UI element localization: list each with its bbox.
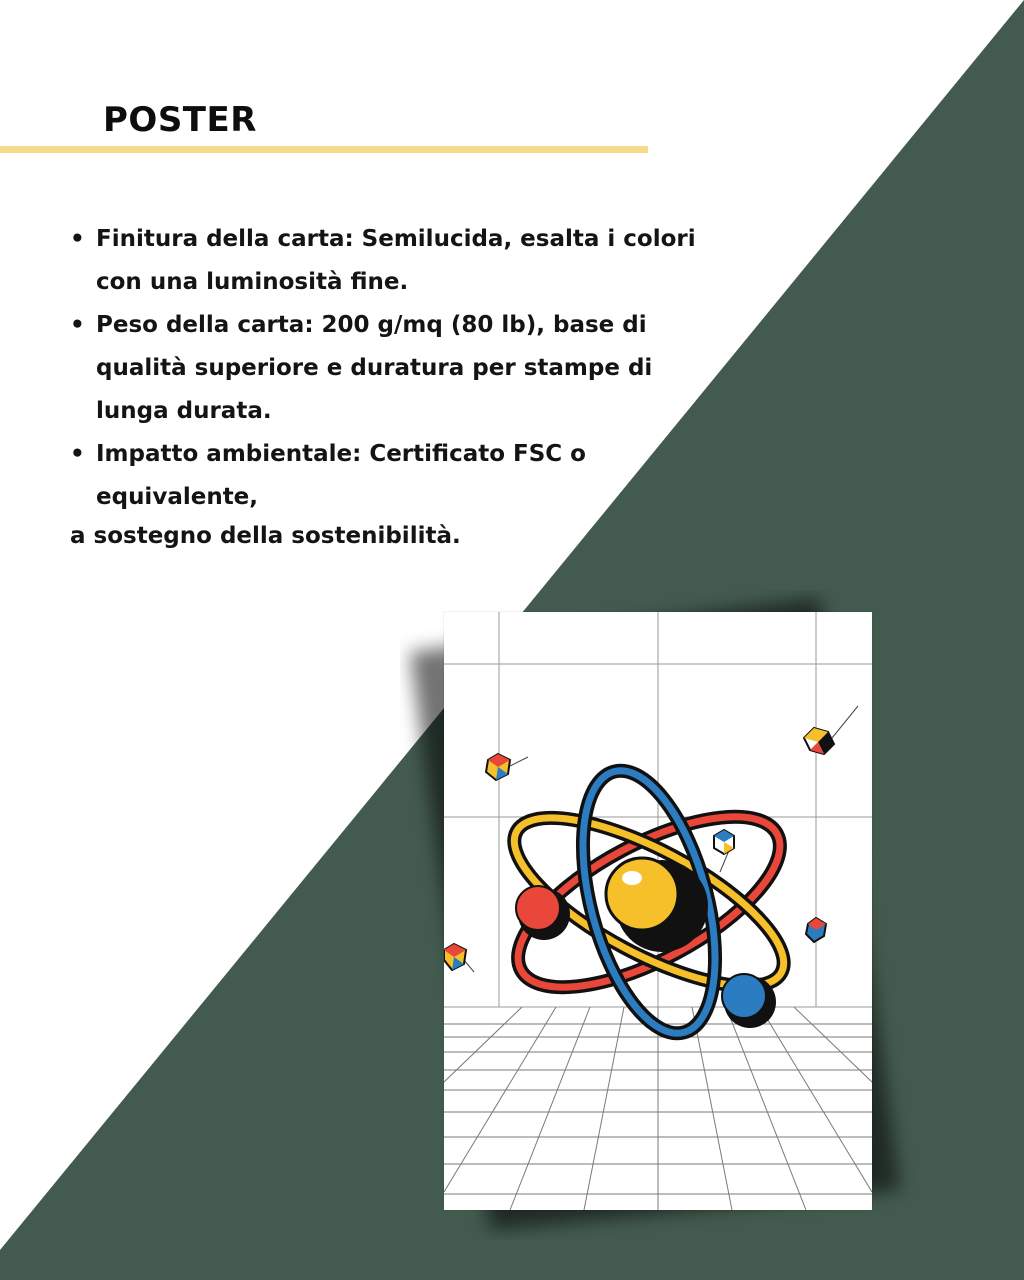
feature-text-environment: Impatto ambientale: Certificato FSC o equivalente, bbox=[96, 441, 586, 510]
bullet-icon: • bbox=[70, 441, 85, 467]
feature-text-finish: Finitura della carta: Semilucida, esalta i colori con una luminosità fine. bbox=[96, 226, 696, 295]
feature-list bbox=[70, 218, 710, 519]
page-title: POSTER bbox=[103, 100, 257, 140]
title-underline bbox=[0, 146, 648, 153]
bullet-icon: • bbox=[70, 226, 85, 252]
feature-text-weight: Peso della carta: 200 g/mq (80 lb), base di qualità superiore e duratura per stampe di lunga durata. bbox=[96, 312, 653, 424]
bullet-icon: • bbox=[70, 312, 85, 338]
feature-item-environment bbox=[70, 433, 710, 519]
poster-image bbox=[444, 612, 872, 1210]
feature-item-finish bbox=[70, 218, 710, 304]
atom-illustration bbox=[444, 612, 872, 1210]
sustainability-line: a sostegno della sostenibilità. bbox=[70, 523, 461, 549]
feature-item-weight bbox=[70, 304, 710, 433]
